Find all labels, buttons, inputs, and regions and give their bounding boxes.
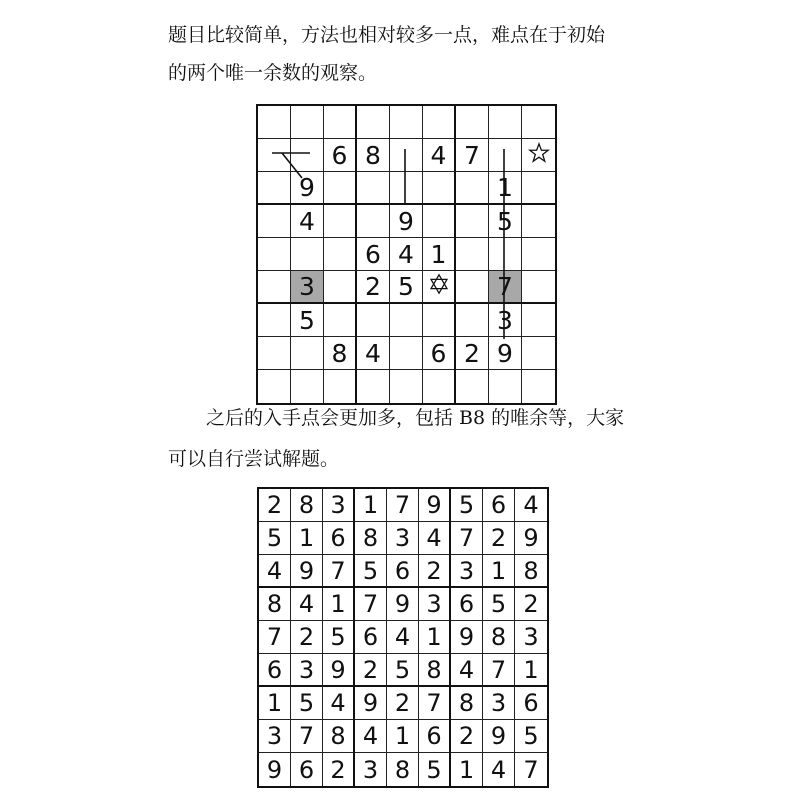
solution-cell: 7 — [387, 489, 419, 522]
solution-cell: 6 — [291, 753, 323, 786]
solution-cell: 8 — [483, 621, 515, 654]
solution-cell: 4 — [387, 621, 419, 654]
solution-cell: 3 — [323, 489, 355, 522]
puzzle-cell — [324, 238, 357, 271]
puzzle-cell — [291, 337, 324, 370]
solution-cell: 1 — [451, 753, 483, 786]
puzzle-cell — [258, 238, 291, 271]
puzzle-cell — [390, 304, 423, 337]
solution-cell: 9 — [483, 720, 515, 753]
solution-cell: 2 — [355, 654, 387, 687]
puzzle-cell: 4 — [357, 337, 390, 370]
solution-cell: 5 — [419, 753, 451, 786]
solution-cell: 4 — [259, 555, 291, 588]
puzzle-cell: 4 — [423, 139, 456, 172]
puzzle-cell — [258, 205, 291, 238]
paragraph-1-line-1: 题目比较简单，方法也相对较多一点，难点在于初始 — [168, 24, 606, 46]
puzzle-cell — [423, 172, 456, 205]
puzzle-cell: 2 — [456, 337, 489, 370]
puzzle-cell: 6 — [324, 139, 357, 172]
puzzle-cell — [423, 205, 456, 238]
puzzle-cell — [522, 172, 555, 205]
solution-cell: 8 — [291, 489, 323, 522]
puzzle-cell — [456, 205, 489, 238]
solution-cell: 3 — [483, 687, 515, 720]
solution-cell: 4 — [515, 489, 547, 522]
puzzle-cell: 2 — [357, 271, 390, 304]
solution-cell: 7 — [291, 720, 323, 753]
six-point-star-icon — [428, 272, 450, 301]
puzzle-cell: 1 — [489, 172, 522, 205]
solution-cell: 5 — [387, 654, 419, 687]
solution-cell: 1 — [515, 654, 547, 687]
puzzle-cell: 9 — [390, 205, 423, 238]
solution-cell: 4 — [451, 654, 483, 687]
solution-cell: 9 — [355, 687, 387, 720]
solution-cell: 2 — [291, 621, 323, 654]
solution-cell: 4 — [291, 588, 323, 621]
puzzle-cell: 1 — [423, 238, 456, 271]
paragraph-2-line-2: 可以自行尝试解题。 — [168, 448, 340, 470]
puzzle-cell: 8 — [324, 337, 357, 370]
solution-cell: 6 — [387, 555, 419, 588]
puzzle-cell: 9 — [489, 337, 522, 370]
solution-cell: 3 — [291, 654, 323, 687]
solution-cell: 7 — [523, 755, 539, 784]
puzzle-cell — [423, 106, 456, 139]
puzzle-cell — [456, 238, 489, 271]
puzzle-cell — [522, 370, 555, 403]
solution-cell: 4 — [483, 753, 515, 786]
solution-cell: 2 — [387, 687, 419, 720]
solution-cell: 7 — [355, 588, 387, 621]
star-outline-icon — [528, 141, 550, 170]
solution-cell: 3 — [387, 522, 419, 555]
puzzle-cell — [291, 238, 324, 271]
puzzle-cell — [390, 337, 423, 370]
solution-cell: 3 — [419, 588, 451, 621]
solution-cell: 2 — [323, 753, 355, 786]
puzzle-cell — [423, 370, 456, 403]
puzzle-cell — [489, 139, 522, 172]
solution-cell: 5 — [451, 489, 483, 522]
puzzle-grid — [256, 104, 557, 405]
solution-cell: 6 — [259, 654, 291, 687]
solution-cell: 5 — [291, 687, 323, 720]
solution-cell: 6 — [451, 588, 483, 621]
solution-cell: 5 — [515, 720, 547, 753]
solution-cell: 2 — [483, 522, 515, 555]
solution-cell: 3 — [259, 720, 291, 753]
puzzle-cell — [522, 337, 555, 370]
solution-cell: 1 — [483, 555, 515, 588]
puzzle-cell — [522, 271, 555, 304]
solution-cell: 8 — [259, 588, 291, 621]
puzzle-cell — [258, 370, 291, 403]
puzzle-cell — [456, 304, 489, 337]
puzzle-cell — [423, 271, 456, 304]
solution-cell: 2 — [259, 489, 291, 522]
solution-cell: 4 — [323, 687, 355, 720]
puzzle-cell — [291, 370, 324, 403]
solution-cell: 2 — [419, 555, 451, 588]
puzzle-cell — [258, 271, 291, 304]
paragraph-2-line-1: 之后的入手点会更加多，包括 B8 的唯余等，大家 — [206, 407, 625, 429]
solution-cell: 9 — [259, 753, 291, 786]
paragraph-1-line-2: 的两个唯一余数的观察。 — [168, 62, 378, 84]
solution-cell: 8 — [387, 753, 419, 786]
solution-cell: 5 — [355, 555, 387, 588]
solution-cell: 1 — [291, 522, 323, 555]
solution-cell: 7 — [483, 654, 515, 687]
solution-cell: 8 — [419, 654, 451, 687]
solution-cell: 5 — [259, 522, 291, 555]
solution-cell: 2 — [515, 588, 547, 621]
puzzle-cell — [357, 205, 390, 238]
solution-cell: 3 — [515, 621, 547, 654]
solution-cell: 8 — [515, 555, 547, 588]
solution-cell: 7 — [451, 522, 483, 555]
puzzle-cell — [357, 106, 390, 139]
solution-cell: 9 — [419, 489, 451, 522]
solution-cell: 9 — [323, 654, 355, 687]
puzzle-cell — [423, 304, 456, 337]
puzzle-cell — [357, 304, 390, 337]
solution-cell: 6 — [355, 621, 387, 654]
puzzle-cell: 3 — [291, 271, 324, 304]
puzzle-cell: 9 — [291, 172, 324, 205]
puzzle-cell — [324, 205, 357, 238]
solution-cell: 9 — [387, 588, 419, 621]
solution-cell: 5 — [323, 621, 355, 654]
puzzle-cell: 5 — [489, 205, 522, 238]
solution-cell: 1 — [355, 489, 387, 522]
puzzle-cell — [522, 304, 555, 337]
solution-cell: 6 — [419, 720, 451, 753]
puzzle-cell — [456, 370, 489, 403]
puzzle-cell — [522, 238, 555, 271]
puzzle-cell — [390, 370, 423, 403]
solution-cell: 1 — [419, 621, 451, 654]
solution-cell: 5 — [483, 588, 515, 621]
solution-grid — [257, 487, 549, 788]
solution-cell: 6 — [515, 687, 547, 720]
puzzle-cell — [324, 304, 357, 337]
puzzle-cell — [324, 370, 357, 403]
puzzle-cell: 5 — [291, 304, 324, 337]
puzzle-cell: 7 — [456, 139, 489, 172]
solution-cell: 3 — [451, 555, 483, 588]
solution-cell: 1 — [387, 720, 419, 753]
puzzle-cell — [489, 106, 522, 139]
solution-cell: 9 — [515, 522, 547, 555]
puzzle-cell — [258, 106, 291, 139]
solution-cell: 7 — [259, 621, 291, 654]
solution-cell: 9 — [451, 621, 483, 654]
puzzle-cell — [390, 106, 423, 139]
puzzle-cell — [258, 304, 291, 337]
puzzle-cell — [291, 139, 324, 172]
solution-cell: 8 — [323, 720, 355, 753]
puzzle-cell — [456, 172, 489, 205]
puzzle-cell: 6 — [357, 238, 390, 271]
puzzle-cell — [456, 106, 489, 139]
solution-cell: 6 — [483, 489, 515, 522]
puzzle-cell — [522, 139, 555, 172]
solution-cell: 3 — [355, 753, 387, 786]
puzzle-cell — [390, 139, 423, 172]
solution-cell: 6 — [323, 522, 355, 555]
puzzle-cell: 3 — [489, 304, 522, 337]
puzzle-cell: 5 — [390, 271, 423, 304]
solution-cell: 4 — [419, 522, 451, 555]
solution-cell: 8 — [355, 522, 387, 555]
puzzle-cell: 4 — [291, 205, 324, 238]
solution-cell: 7 — [419, 687, 451, 720]
puzzle-cell: 4 — [390, 238, 423, 271]
puzzle-cell — [258, 172, 291, 205]
solution-cell: 8 — [451, 687, 483, 720]
solution-cell: 1 — [259, 687, 291, 720]
puzzle-cell — [324, 172, 357, 205]
puzzle-cell — [291, 106, 324, 139]
puzzle-cell — [258, 139, 291, 172]
puzzle-cell — [522, 205, 555, 238]
puzzle-cell — [357, 172, 390, 205]
puzzle-cell: 6 — [423, 337, 456, 370]
puzzle-cell — [324, 106, 357, 139]
solution-cell: 4 — [355, 720, 387, 753]
solution-cell: 1 — [323, 588, 355, 621]
puzzle-cell: 7 — [489, 271, 522, 304]
puzzle-cell — [357, 370, 390, 403]
puzzle-cell — [258, 337, 291, 370]
puzzle-cell — [489, 238, 522, 271]
puzzle-cell — [324, 271, 357, 304]
puzzle-cell — [522, 106, 555, 139]
puzzle-cell — [390, 172, 423, 205]
solution-cell: 2 — [451, 720, 483, 753]
solution-cell: 9 — [291, 555, 323, 588]
puzzle-cell — [489, 370, 522, 403]
puzzle-cell — [456, 271, 489, 304]
solution-cell: 7 — [323, 555, 355, 588]
puzzle-cell: 8 — [357, 139, 390, 172]
